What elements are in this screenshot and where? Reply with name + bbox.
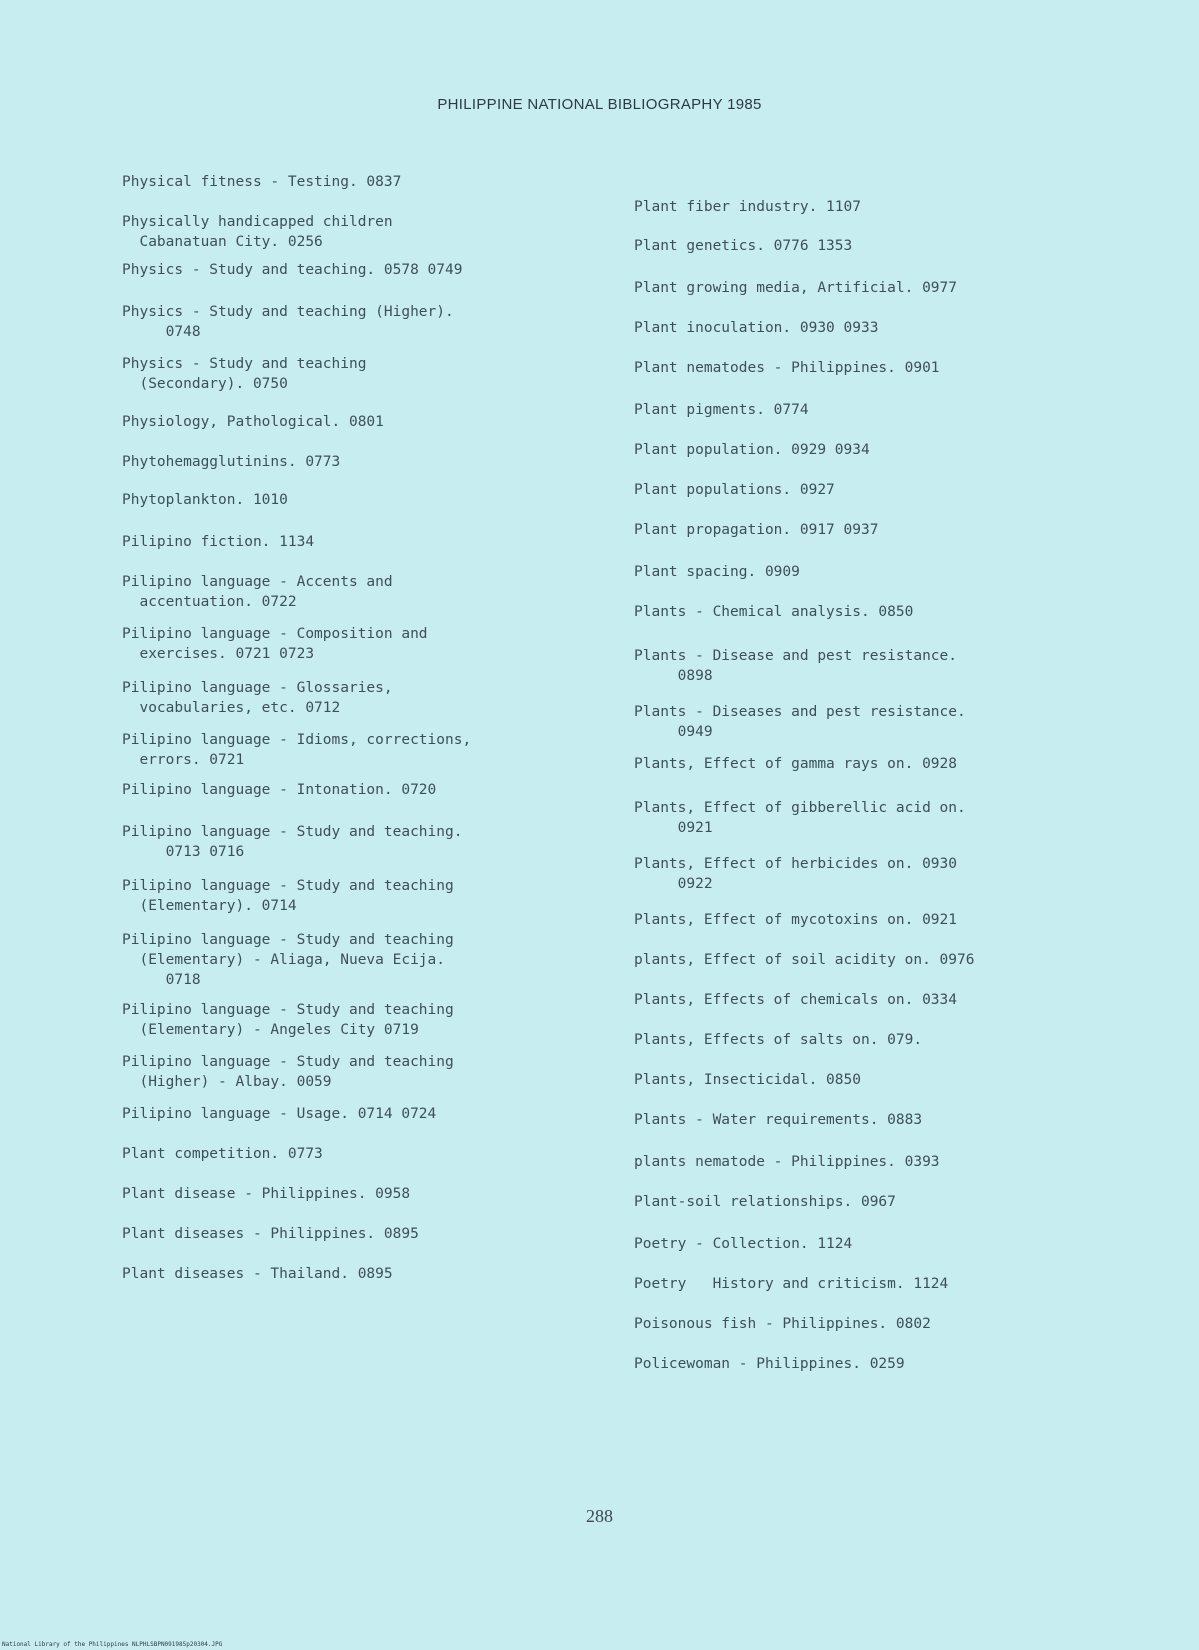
index-entry-line: 0922 (634, 876, 713, 892)
index-entry-line: Phytohemagglutinins. 0773 (122, 454, 341, 470)
index-entry-line: Pilipino language - Usage. 0714 0724 (122, 1106, 437, 1122)
index-entry-line: plants, Effect of soil acidity on. 0976 (634, 952, 975, 968)
index-entry-line: Pilipino language - Study and teaching. (122, 824, 463, 840)
index-entry-line: Plant competition. 0773 (122, 1146, 323, 1162)
index-entry-line: Pilipino language - Study and teaching (122, 1002, 454, 1018)
index-entry-line: Plant spacing. 0909 (634, 564, 800, 580)
index-entry-line: Plant diseases - Thailand. 0895 (122, 1266, 393, 1282)
index-entry (122, 930, 454, 990)
index-entry (122, 302, 454, 342)
index-entry-line: Plant genetics. 0776 1353 (634, 238, 853, 254)
index-entry (122, 1052, 454, 1092)
index-entry-line: Pilipino fiction. 1134 (122, 534, 315, 550)
index-entry-line: Pilipino language - Accents and (122, 574, 393, 590)
index-entry (122, 572, 393, 612)
index-entry-line: 0718 (122, 972, 201, 988)
index-entry (122, 876, 454, 916)
index-entry (634, 910, 957, 930)
index-entry-line: (Elementary) - Aliaga, Nueva Ecija. (122, 952, 446, 968)
index-entry (634, 562, 800, 582)
index-entry (634, 1152, 940, 1172)
index-entry (634, 1314, 931, 1334)
index-entry-line: plants nematode - Philippines. 0393 (634, 1154, 940, 1170)
index-entry-line: 0748 (122, 324, 201, 340)
index-entry-line: 0898 (634, 668, 713, 684)
index-entry-line: Plants, Effect of mycotoxins on. 0921 (634, 912, 958, 928)
index-entry (122, 730, 471, 770)
running-head: PHILIPPINE NATIONAL BIBLIOGRAPHY 1985 (437, 96, 762, 113)
index-entry (122, 1224, 419, 1244)
index-entry (634, 318, 878, 338)
index-entry-line: Policewoman - Philippines. 0259 (634, 1356, 905, 1372)
index-entry (122, 1000, 454, 1040)
index-entry-line: accentuation. 0722 (122, 594, 297, 610)
index-entry-line: vocabularies, etc. 0712 (122, 700, 341, 716)
index-entry (634, 990, 957, 1010)
index-entry-line: Pilipino language - Composition and (122, 626, 428, 642)
index-entry (634, 798, 966, 838)
index-entry (122, 1184, 410, 1204)
index-entry-line: Plants - Chemical analysis. 0850 (634, 604, 914, 620)
index-entry (634, 1354, 905, 1374)
index-entry (122, 1264, 393, 1284)
index-entry-line: 0949 (634, 724, 713, 740)
index-entry-line: Physics - Study and teaching (Higher). (122, 304, 454, 320)
index-entry-line: Plants, Effect of herbicides on. 0930 (634, 856, 958, 872)
page-number: 288 (586, 1506, 613, 1526)
index-entry-line: errors. 0721 (122, 752, 245, 768)
index-entry (634, 400, 809, 420)
index-entry-line: Pilipino language - Study and teaching (122, 1054, 454, 1070)
index-entry-line: Plant disease - Philippines. 0958 (122, 1186, 411, 1202)
index-entry-line: (Elementary) - Angeles City 0719 (122, 1022, 419, 1038)
index-entry-line: Pilipino language - Study and teaching (122, 932, 454, 948)
index-entry-line: exercises. 0721 0723 (122, 646, 315, 662)
index-entry-line: Plants - Diseases and pest resistance. (634, 704, 966, 720)
index-entry-line: Plant population. 0929 0934 (634, 442, 870, 458)
index-entry (634, 754, 957, 774)
index-entry (122, 412, 384, 432)
index-entry (634, 236, 852, 256)
index-entry-line: Pilipino language - Study and teaching (122, 878, 454, 894)
index-entry (122, 1104, 436, 1124)
index-entry-line: Physical fitness - Testing. 0837 (122, 174, 402, 190)
index-entry (634, 1274, 948, 1294)
index-entry-line: Physically handicapped children (122, 214, 393, 230)
index-entry-line: Plant pigments. 0774 (634, 402, 809, 418)
index-entry-line: Poisonous fish - Philippines. 0802 (634, 1316, 931, 1332)
index-entry-line: Plant populations. 0927 (634, 482, 835, 498)
index-entry-line: Pilipino language - Glossaries, (122, 680, 393, 696)
index-entry (634, 197, 861, 217)
index-entry-line: 0713 0716 (122, 844, 245, 860)
index-entry (122, 354, 366, 394)
index-entry (634, 520, 878, 540)
index-entry-line: Plants, Effects of chemicals on. 0334 (634, 992, 958, 1008)
index-entry (634, 1192, 896, 1212)
index-entry-line: (Elementary). 0714 (122, 898, 297, 914)
index-entry (122, 172, 401, 192)
index-entry (122, 822, 462, 862)
index-entry-line: Plants, Insecticidal. 0850 (634, 1072, 861, 1088)
index-entry (122, 624, 428, 664)
index-entry (634, 278, 957, 298)
index-entry-line: Pilipino language - Idioms, corrections, (122, 732, 472, 748)
index-entry-line: Plants, Effect of gamma rays on. 0928 (634, 756, 958, 772)
index-entry-line: Poetry - Collection. 1124 (634, 1236, 853, 1252)
index-entry (634, 854, 957, 894)
index-entry-line: Plant fiber industry. 1107 (634, 199, 861, 215)
index-entry-line: Poetry History and criticism. 1124 (634, 1276, 949, 1292)
index-entry-line: (Higher) - Albay. 0059 (122, 1074, 332, 1090)
index-entry (634, 646, 957, 686)
index-entry (634, 1070, 861, 1090)
index-entry (634, 702, 966, 742)
index-entry-line: Phytoplankton. 1010 (122, 492, 288, 508)
index-entry-line: Plants - Disease and pest resistance. (634, 648, 958, 664)
index-entry-line: Physiology, Pathological. 0801 (122, 414, 384, 430)
index-entry-line: 0921 (634, 820, 713, 836)
index-entry (122, 490, 288, 510)
index-entry (122, 532, 314, 552)
index-entry (122, 260, 462, 280)
index-entry-line: Pilipino language - Intonation. 0720 (122, 782, 437, 798)
index-entry-line: Cabanatuan City. 0256 (122, 234, 323, 250)
index-entry-line: Plants, Effects of salts on. 079. (634, 1032, 923, 1048)
index-entry-line: Plants - Water requirements. 0883 (634, 1112, 923, 1128)
index-entry-line: Plant diseases - Philippines. 0895 (122, 1226, 419, 1242)
index-entry (634, 1234, 852, 1254)
index-entry (634, 1110, 922, 1130)
index-entry (122, 452, 340, 472)
index-entry-line: Physics - Study and teaching. 0578 0749 (122, 262, 463, 278)
index-entry (634, 358, 940, 378)
index-entry-line: (Secondary). 0750 (122, 376, 288, 392)
index-entry-line: Plant nematodes - Philippines. 0901 (634, 360, 940, 376)
index-entry-line: Plant-soil relationships. 0967 (634, 1194, 896, 1210)
index-entry-line: Plant growing media, Artificial. 0977 (634, 280, 958, 296)
index-entry (634, 1030, 922, 1050)
index-entry (634, 480, 835, 500)
index-entry (122, 780, 436, 800)
footer-credit: National Library of the Philippines NLPHLSBPN091985p20304.JPG (2, 1641, 223, 1648)
index-entry (634, 440, 870, 460)
index-entry (122, 1144, 323, 1164)
index-entry-line: Plants, Effect of gibberellic acid on. (634, 800, 966, 816)
index-entry (634, 950, 974, 970)
index-entry-line: Plant propagation. 0917 0937 (634, 522, 879, 538)
index-entry (122, 212, 393, 252)
index-entry-line: Physics - Study and teaching (122, 356, 367, 372)
index-entry (634, 602, 913, 622)
index-entry-line: Plant inoculation. 0930 0933 (634, 320, 879, 336)
index-entry (122, 678, 393, 718)
